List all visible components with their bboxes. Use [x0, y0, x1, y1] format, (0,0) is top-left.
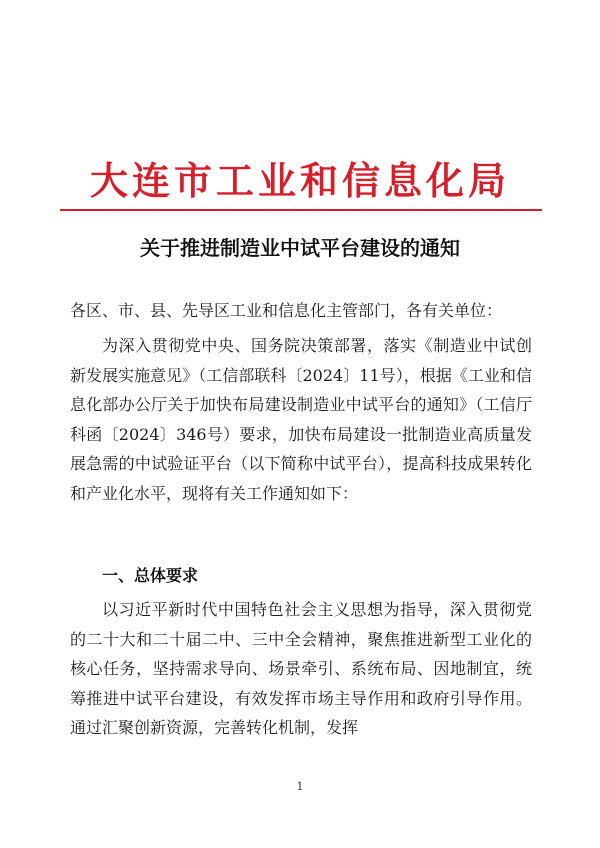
paragraph-text: 以习近平新时代中国特色社会主义思想为指导，深入贯彻党的二十大和二十届二中、三中全会精神，聚焦推进新型工业化的核心任务，坚持需求导向、场景牵引、系统布局、因地制宜，统筹推进中试平台建设，有效发挥市场主导作用和政府引导作用。通过汇聚创新资源，完善转化机制，发挥 — [70, 600, 532, 737]
document-title: 关于推进制造业中试平台建设的通知 — [140, 236, 460, 260]
organization-header: 大连市工业和信息化局 — [89, 158, 510, 203]
red-header-rule — [60, 209, 542, 211]
salutation: 各区、市、县、先导区工业和信息化主管部门，各有关单位： — [70, 301, 503, 320]
body-paragraph-1 — [70, 331, 532, 508]
body-paragraph-2 — [70, 595, 532, 743]
section-heading-1: 一、总体要求 — [102, 566, 199, 585]
paragraph-text: 为深入贯彻党中央、国务院决策部署，落实《制造业中试创新发展实施意见》（工信部联科〔2024〕11号），根据《工业和信息化部办公厅关于加快布局建设制造业中试平台的通知》（工信厅科函〔2024〕346号）要求，加快布局建设一批制造业高质量发展急需的中试验证平台（以下简称中试平台），提高科技成果转化和产业化水平，现将有关工作通知如下： — [70, 336, 532, 503]
page-number: 1 — [296, 780, 304, 793]
